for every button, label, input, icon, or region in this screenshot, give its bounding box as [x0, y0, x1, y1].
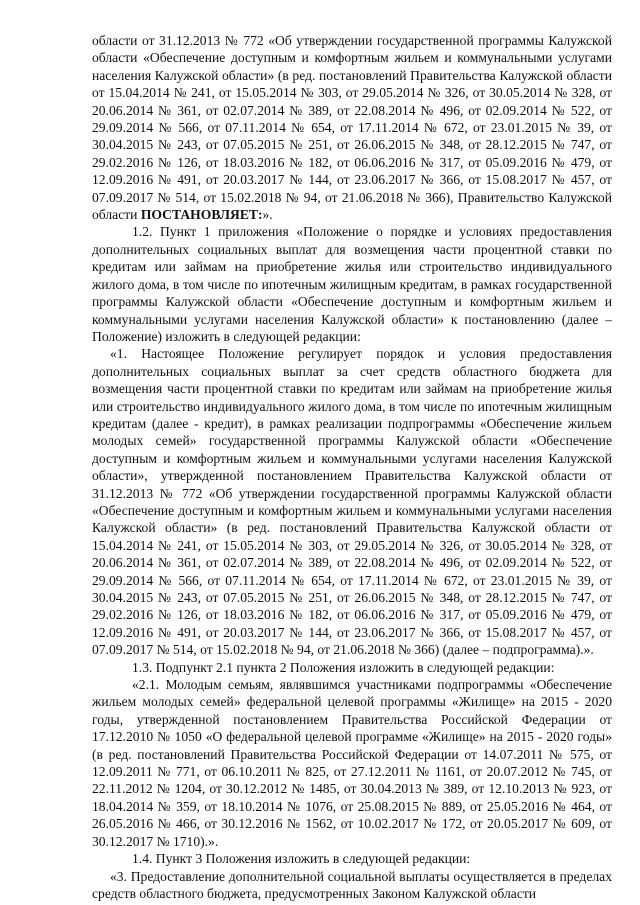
paragraph-text: области от 31.12.2013 № 772 «Об утверждении государственной программы Калужской области «Обеспечение доступным и комфортным жильем и коммунальными услугами населения Калужской области» (в ред. постановлений Правительства Калужской области от 15.04.2014 № 241, от 15.05.2014 № 303, от 29.05.2014 № 326, от 30.05.2014 № 328, от 20.06.2014 № 361, от 02.07.2014 № 389, от 22.08.2014 № 496, от 02.09.2014 № 522, от 29.09.2014 № 566, от 07.11.2014 № 654, от 17.11.2014 № 672, от 23.01.2015 № 39, от 30.04.2015 № 243, от 07.05.2015 № 251, от 26.06.2015 № 348, от 28.12.2015 № 747, от 29.02.2016 № 126, от 18.03.2016 № 182, от 06.06.2016 № 317, от 05.09.2016 № 479, от 12.09.2016 № 491, от 20.03.2017 № 144, от 23.06.2017 № 366, от 15.08.2017 № 457, от 07.09.2017 № 514, от 15.02.2018 № 94, от 21.06.2018 № 366), Правительство Калужской области [92, 33, 612, 223]
paragraph-end: ». [262, 207, 273, 223]
paragraph-quote-2-1: «2.1. Молодым семьям, являвшимся участниками подпрограммы «Обеспечение жильем молодых семей» федеральной целевой программы «Жилище» на 2015 - 2020 годы, утвержденной постановлением Правительства Российской Федерации от 17.12.2010 № 1050 «О федеральной целевой программе «Жилище» на 2015 - 2020 годы» (в ред. постановлений Правительства Российской Федерации от 14.07.2011 № 575, от 12.09.2011 № 771, от 06.10.2011 № 825, от 27.12.2011 № 1161, от 20.07.2012 № 745, от 22.11.2012 № 1204, от 30.12.2012 № 1485, от 30.04.2013 № 389, от 12.10.2013 № 923, от 18.04.2014 № 359, от 18.10.2014 № 1076, от 25.08.2015 № 889, от 25.05.2016 № 464, от 26.05.2016 № 466, от 30.12.2016 № 1562, от 10.02.2017 № 172, от 20.05.2017 № 609, от 30.12.2017 № 1710).». [92, 677, 612, 849]
document-body [92, 32, 612, 902]
paragraph-preamble-continued [92, 32, 612, 223]
bold-keyword: ПОСТАНОВЛЯЕТ: [140, 207, 263, 223]
paragraph-1-2: 1.2. Пункт 1 приложения «Положение о порядке и условиях предоставления дополнительных социальных выплат для возмещения части процентной ставки по кредитам или займам на приобретение жилья или строительство индивидуального жилого дома, в том числе по ипотечным жилищным кредитам, в рамках государственной программы Калужской области «Обеспечение доступным и комфортным жильем и коммунальными услугами населения Калужской области» к постановлению (далее – Положение) изложить в следующей редакции: [92, 224, 612, 344]
paragraph-1-4: 1.4. Пункт 3 Положения изложить в следующей редакции: [132, 851, 471, 867]
paragraph-quote-1: «1. Настоящее Положение регулирует порядок и условия предоставления дополнительных социальных выплат за счет средств областного бюджета для возмещения части процентной ставки по кредитам или займам на приобретение жилья или строительство индивидуального жилого дома, в том числе по ипотечным жилищным кредитам (далее - кредит), в рамках реализации подпрограммы «Обеспечение жильем молодых семей» государственной программы Калужской области «Обеспечение доступным и комфортным жильем и коммунальными услугами населения Калужской области», утвержденной постановлением Правительства Калужской области от 31.12.2013 № 772 «Об утверждении государственной программы Калужской области «Обеспечение доступным и комфортным жильем и коммунальными услугами населения Калужской области» (в ред. постановлений Правительства Калужской области от 15.04.2014 № 241, от 15.05.2014 № 303, от 29.05.2014 № 326, от 30.05.2014 № 328, от 20.06.2014 № 361, от 02.07.2014 № 389, от 22.08.2014 № 496, от 02.09.2014 № 522, от 29.09.2014 № 566, от 07.11.2014 № 654, от 17.11.2014 № 672, от 23.01.2015 № 39, от 30.04.2015 № 243, от 07.05.2015 № 251, от 26.06.2015 № 348, от 28.12.2015 № 747, от 29.02.2016 № 126, от 18.03.2016 № 182, от 06.06.2016 № 317, от 05.09.2016 № 479, от 12.09.2016 № 491, от 20.03.2017 № 144, от 23.06.2017 № 366, от 15.08.2017 № 457, от 07.09.2017 № 514, от 15.02.2018 № 94, от 21.06.2018 № 366) (далее – подпрограмма).». [92, 346, 612, 658]
paragraph-quote-3: «3. Предоставление дополнительной социальной выплаты осуществляется в пределах средств областного бюджета, предусмотренных Законом Калужской области [92, 868, 612, 901]
paragraph-1-3: 1.3. Подпункт 2.1 пункта 2 Положения изложить в следующей редакции: [132, 659, 555, 675]
